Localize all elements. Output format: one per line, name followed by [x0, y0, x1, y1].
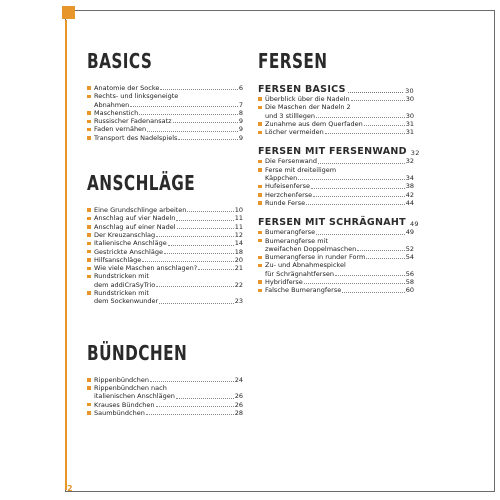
dot-leader: [150, 381, 234, 382]
toc-entry: [87, 376, 243, 384]
toc-entry: [258, 199, 414, 207]
toc-entry-text: Ferse mit dreiteiligem: [265, 165, 337, 174]
toc-entry-text: Überblick über die Nadeln: [265, 95, 350, 103]
dot-leader: [342, 292, 404, 293]
subsection-title-text: FERSEN MIT SCHRÄGNAHT: [258, 217, 406, 229]
toc-entry-page: 34: [405, 174, 414, 183]
accent-line: [65, 20, 67, 490]
toc-entry: [258, 228, 414, 236]
toc-entry-text: Bumerangferse in runder Form: [265, 253, 366, 262]
subsection-title: [258, 217, 419, 229]
toc-entry-page: 38: [405, 182, 414, 191]
toc-entry-page: 56: [405, 269, 414, 278]
toc-left-column: [87, 50, 243, 437]
toc-entry-text: Käppchen: [265, 174, 298, 183]
toc-entry: [87, 239, 243, 247]
section-title-basics: BASICS: [87, 49, 153, 73]
toc-entry: [87, 264, 243, 272]
toc-entry-page: 22: [234, 280, 243, 289]
toc-entry: [87, 117, 243, 125]
toc-entry-page: 9: [238, 117, 243, 126]
toc-entry-line: [94, 223, 243, 231]
toc-entry-text: Rippenbündchen nach: [94, 383, 167, 392]
toc-entry-line: [265, 182, 414, 190]
toc-entry-text: Krauses Bündchen: [94, 400, 155, 409]
toc-entry-line: [265, 120, 414, 128]
toc-entry-page: 23: [234, 297, 243, 306]
dot-leader: [304, 283, 405, 284]
toc-entry-line: [94, 125, 243, 133]
toc-list-fersen-group: [258, 95, 414, 136]
toc-entry-line: [265, 112, 414, 120]
toc-entry-text: Abnahmen: [94, 100, 130, 109]
toc-entry-text: Anschlag auf vier Nadeln: [94, 214, 176, 223]
toc-entry: [258, 95, 414, 103]
toc-entry-page: 28: [234, 408, 243, 417]
dot-leader: [173, 122, 238, 123]
toc-entry-line: [94, 409, 243, 417]
dot-leader: [176, 220, 233, 221]
toc-entry-line: [265, 199, 414, 207]
dot-leader: [156, 406, 234, 407]
toc-entry: [87, 125, 243, 133]
toc-entry-line: [94, 101, 243, 109]
dot-leader: [325, 133, 405, 134]
toc-entry: [87, 409, 243, 417]
toc-entry-page: 49: [405, 228, 414, 237]
toc-entry-line: [94, 256, 243, 264]
dot-leader: [187, 211, 233, 212]
toc-entry-page: 58: [405, 278, 414, 287]
fersen-group: [258, 146, 420, 207]
toc-entry-text: Eine Grundschlinge arbeiten: [94, 206, 187, 215]
toc-entry-page: 8: [238, 108, 243, 117]
toc-entry: [258, 182, 414, 190]
toc-entry-text: Zu- und Abnahmespickel: [265, 261, 346, 270]
toc-entry-page: 10: [234, 206, 243, 215]
dot-leader: [142, 261, 233, 262]
toc-entry: [258, 237, 414, 254]
toc-entry-text: Bumerangferse: [265, 228, 316, 237]
toc-entry-line: [94, 239, 243, 247]
toc-entry-text: Bumerangferse mit: [265, 236, 328, 245]
toc-entry: [87, 231, 243, 239]
toc-entry-line: [94, 264, 243, 272]
toc-entry-line: [94, 392, 243, 400]
dot-leader: [316, 234, 405, 235]
toc-entry-text: Russischer Fadenansatz: [94, 117, 172, 126]
toc-entry: [87, 401, 243, 409]
fersen-group: [258, 217, 419, 295]
corner-tab-marker: [62, 6, 75, 19]
toc-entry-line: [265, 174, 414, 182]
toc-entry-line: [94, 134, 243, 142]
toc-entry-text: Anatomie der Socke: [94, 84, 160, 92]
toc-entry: [87, 92, 243, 109]
toc-entry-text: Hufeisenferse: [265, 182, 310, 191]
toc-entry: [87, 206, 243, 214]
dot-leader: [364, 125, 405, 126]
fersen-groups: [258, 84, 420, 295]
dot-leader: [177, 228, 234, 229]
dot-leader: [318, 163, 405, 164]
toc-list-basics: [87, 84, 243, 142]
toc-entry: [87, 134, 243, 142]
fersen-group: [258, 84, 414, 136]
dot-leader: [139, 114, 238, 115]
section-title-anschlaege: ANSCHLÄGE: [87, 171, 196, 196]
toc-entry-page: 30: [405, 95, 414, 103]
toc-entry-page: 6: [238, 84, 243, 92]
subsection-title-text: FERSEN BASICS: [258, 84, 346, 95]
toc-entry-text: Rippenbündchen: [94, 375, 149, 384]
toc-entry-text: Rundstricken mit: [94, 289, 149, 298]
toc-entry-line: [94, 84, 243, 92]
toc-entry: [258, 191, 414, 199]
toc-entry-text: Die Maschen der Nadeln 2: [265, 103, 351, 112]
toc-entry-text: zweifachen Doppelmaschen: [265, 244, 357, 253]
toc-entry-text: dem Sockenwunder: [94, 297, 159, 306]
toc-entry-text: Italienische Anschläge: [94, 239, 167, 248]
subsection-page: 32: [410, 149, 420, 158]
toc-entry-line: [265, 166, 414, 174]
toc-entry-line: [265, 261, 414, 269]
toc-entry-line: [265, 270, 414, 278]
section-buendchen: [87, 342, 243, 417]
subsection-title: [258, 84, 414, 95]
dot-leader: [198, 269, 234, 270]
dot-leader: [366, 258, 404, 259]
toc-entry-page: 30: [405, 111, 414, 120]
toc-entry: [258, 253, 414, 261]
toc-entry-line: [265, 95, 414, 103]
toc-entry-text: dem addiCraSyTrio: [94, 280, 156, 289]
toc-entry-page: 18: [234, 247, 243, 256]
dot-leader: [298, 179, 405, 180]
toc-entry-text: Zunahme aus dem Querfaden: [265, 119, 363, 128]
subsection-page: 49: [409, 220, 419, 229]
toc-entry: [258, 166, 414, 183]
dot-leader: [156, 286, 234, 287]
toc-entry-text: Falsche Bumerangferse: [265, 286, 342, 295]
toc-entry-page: 11: [234, 214, 243, 223]
toc-entry-page: 14: [234, 239, 243, 248]
toc-entry: [258, 103, 414, 120]
toc-entry-page: 54: [405, 253, 414, 262]
section-title-fersen: FERSEN: [258, 49, 328, 73]
toc-entry-line: [265, 278, 414, 286]
toc-entry-text: Die Fersenwand: [265, 157, 317, 166]
toc-entry-line: [94, 248, 243, 256]
toc-entry-line: [265, 245, 414, 253]
toc-entry-text: Hybridferse: [265, 278, 303, 287]
toc-entry-text: Hilfsanschläge: [94, 255, 142, 264]
toc-entry: [258, 286, 414, 294]
toc-entry-text: Faden vernähen: [94, 125, 147, 134]
dot-leader: [130, 106, 238, 107]
toc-entry-text: Maschenstich: [94, 108, 139, 117]
toc-entry-line: [94, 214, 243, 222]
toc-entry: [87, 109, 243, 117]
toc-entry-text: Anschlag auf einer Nadel: [94, 222, 176, 231]
dot-leader: [178, 139, 237, 140]
toc-entry: [87, 256, 243, 264]
toc-entry-page: 31: [405, 119, 414, 128]
dot-leader: [316, 117, 405, 118]
toc-entry-line: [265, 253, 414, 261]
subsection-page: 30: [405, 87, 414, 95]
toc-entry: [87, 248, 243, 256]
toc-entry-line: [265, 237, 414, 245]
toc-entry-line: [94, 281, 243, 289]
toc-list-anschlaege: [87, 206, 243, 306]
toc-entry-page: 60: [405, 286, 414, 295]
toc-entry: [258, 128, 414, 136]
toc-list-fersen-group: [258, 228, 414, 294]
toc-entry-text: Gestrickte Anschläge: [94, 247, 163, 256]
toc-entry-line: [94, 109, 243, 117]
toc-entry-line: [265, 103, 414, 111]
toc-entry-text: Transport des Nadelspiels: [94, 133, 178, 142]
subsection-title-text: FERSEN MIT FERSENWAND: [258, 146, 407, 158]
toc-entry-text: und 3 stilllegen: [265, 111, 316, 120]
toc-entry-page: 9: [238, 133, 243, 142]
dot-leader: [160, 89, 238, 90]
dot-leader: [357, 250, 404, 251]
toc-entry-line: [94, 206, 243, 214]
toc-list-buendchen: [87, 376, 243, 417]
toc-entry-text: für Schrägnahtfersen: [265, 269, 334, 278]
toc-entry-line: [94, 401, 243, 409]
toc-entry-line: [265, 286, 414, 294]
toc-entry-line: [265, 157, 414, 165]
dot-leader: [313, 196, 405, 197]
toc-entry-text: Rechts- und linksgeneigte: [94, 92, 179, 101]
toc-entry-line: [94, 384, 243, 392]
toc-entry: [87, 84, 243, 92]
toc-entry: [258, 278, 414, 286]
toc-entry-text: Der Kreuzanschlag: [94, 230, 156, 239]
toc-entry-line: [94, 92, 243, 100]
toc-entry-line: [94, 376, 243, 384]
toc-entry-page: 11: [234, 222, 243, 231]
toc-entry-text: Wie viele Maschen anschlagen?: [94, 264, 198, 273]
toc-entry-text: Herzchenferse: [265, 190, 313, 199]
toc-entry: [258, 157, 414, 165]
toc-entry-page: 9: [238, 125, 243, 134]
page-number: 2: [67, 484, 73, 493]
toc-entry-page: 24: [234, 375, 243, 384]
toc-entry-page: 20: [234, 255, 243, 264]
toc-entry-line: [94, 297, 243, 305]
toc-entry-text: Saumbündchen: [94, 408, 145, 417]
toc-entry-page: 7: [238, 100, 243, 109]
toc-entry-text: Runde Ferse: [265, 198, 306, 207]
toc-entry-page: 44: [405, 198, 414, 207]
toc-entry-page: 12: [234, 230, 243, 239]
dot-leader: [159, 303, 234, 304]
toc-entry: [258, 120, 414, 128]
toc-entry-line: [265, 128, 414, 136]
section-anschlaege: [87, 172, 243, 306]
dot-leader: [168, 245, 234, 246]
dot-leader: [176, 398, 234, 399]
toc-entry-line: [94, 272, 243, 280]
toc-entry-text: italienischen Anschlägen: [94, 392, 175, 401]
toc-entry-page: 42: [405, 190, 414, 199]
toc-entry-page: 21: [234, 264, 243, 273]
subsection-title: [258, 146, 420, 158]
toc-right-column: [258, 49, 420, 305]
toc-entry-text: Rundstricken mit: [94, 272, 149, 281]
dot-leader: [147, 131, 238, 132]
toc-entry-page: 32: [405, 157, 414, 166]
toc-entry-page: 52: [405, 244, 414, 253]
dot-leader: [164, 253, 234, 254]
dot-leader: [156, 236, 234, 237]
section-basics: [87, 50, 243, 142]
toc-entry-line: [265, 228, 414, 236]
section-title-buendchen: BÜNDCHEN: [87, 340, 188, 365]
toc-entry: [87, 223, 243, 231]
toc-entry: [87, 272, 243, 289]
dot-leader: [348, 92, 403, 93]
dot-leader: [351, 100, 405, 101]
toc-entry-line: [94, 289, 243, 297]
toc-entry-line: [265, 191, 414, 199]
dot-leader: [306, 204, 405, 205]
toc-entry-page: 31: [405, 128, 414, 137]
toc-entry: [87, 289, 243, 306]
toc-entry: [87, 214, 243, 222]
toc-entry-line: [94, 231, 243, 239]
toc-entry: [258, 261, 414, 278]
toc-entry-page: 26: [234, 392, 243, 401]
toc-entry-page: 26: [234, 400, 243, 409]
dot-leader: [311, 188, 405, 189]
toc-entry: [87, 384, 243, 401]
toc-entry-text: Löcher vermeiden: [265, 128, 324, 137]
toc-entry-line: [94, 117, 243, 125]
toc-list-fersen-group: [258, 157, 414, 207]
dot-leader: [146, 414, 234, 415]
dot-leader: [335, 275, 405, 276]
